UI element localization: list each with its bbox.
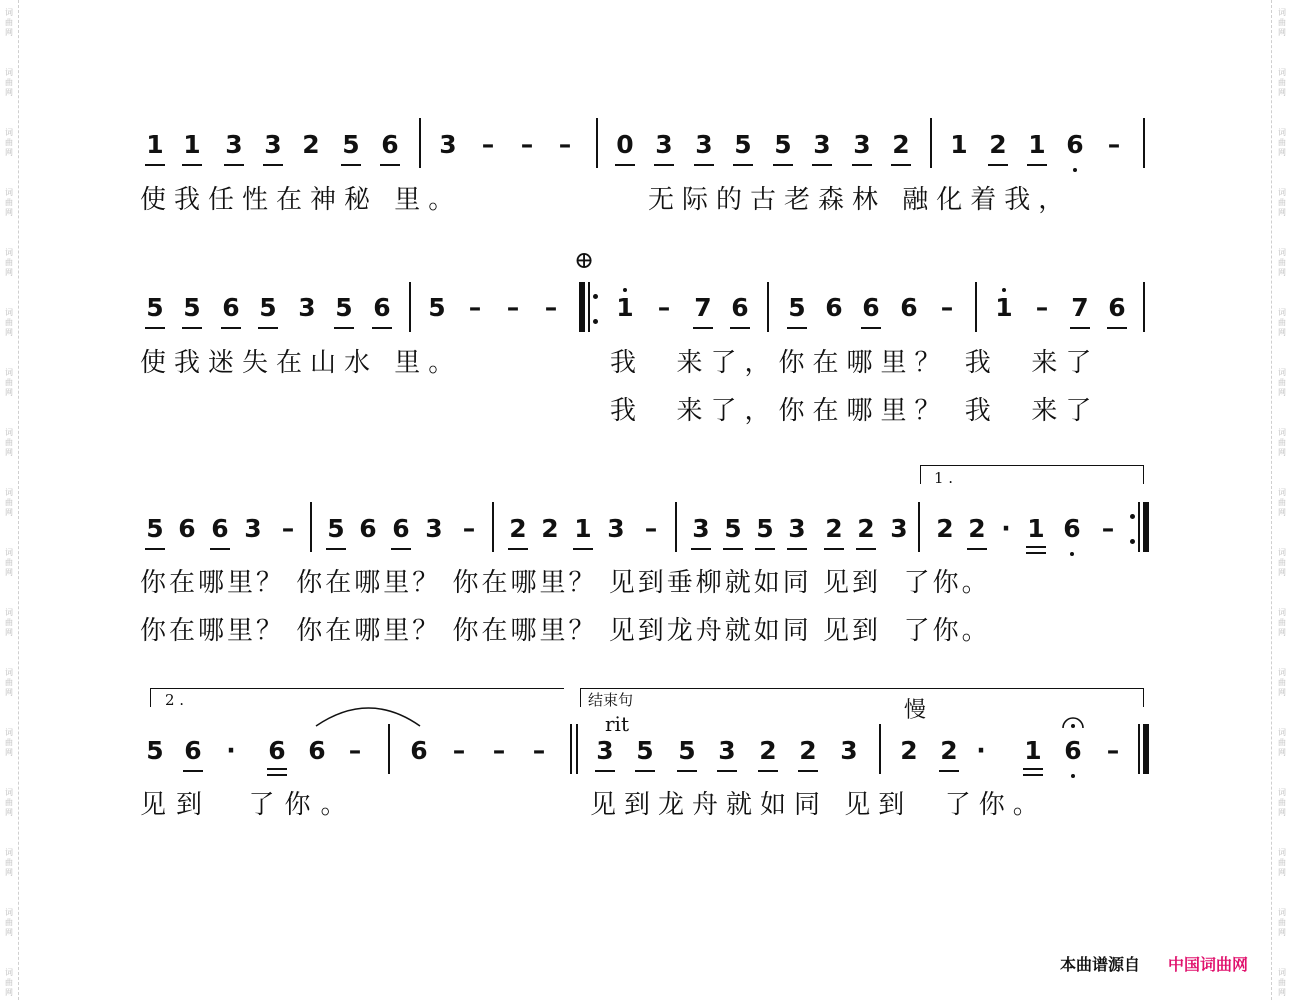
bar-line [388,724,390,774]
note: 5 [768,131,798,159]
double-bar-line [576,724,578,774]
note: 3 [649,131,679,159]
note: 6 [367,294,397,322]
dash: – [940,293,954,322]
note: 1 [568,515,598,543]
watermark-text: 词 曲 网 [5,428,13,457]
final-thick-bar [1143,724,1149,774]
dot: · [226,736,236,765]
slow-tempo-mark: 慢 [904,698,927,723]
note: 5 [329,294,359,322]
note: 5 [428,293,446,322]
note: 6 [205,515,235,543]
note: 5 [718,515,748,543]
watermark-text: 词 曲 网 [1278,8,1286,37]
note: 2 [962,515,992,543]
lyric-line: 见到 了你。 [140,790,357,820]
note: 1 [1018,737,1048,765]
note: 5 [177,294,207,322]
note: 5 [321,515,351,543]
bar-line [879,724,881,774]
final-thin-bar [1138,724,1140,774]
note: 5 [146,736,164,765]
dash: – [481,130,495,159]
note: 6 [1102,294,1132,322]
note: 6 [1057,515,1087,543]
watermark-text: 词 曲 网 [5,968,13,997]
first-ending-bracket [920,465,1144,484]
note: 6 [262,737,292,765]
bar-line [975,282,977,332]
watermark-text: 词 曲 网 [5,668,13,697]
note: 2 [900,736,918,765]
dash: – [532,736,546,765]
watermark-text: 词 曲 网 [1278,668,1286,697]
repeat-end-dots [1130,514,1136,544]
dash: – [462,514,476,543]
note: 3 [590,737,620,765]
watermark-text: 词 曲 网 [1278,128,1286,157]
note: 3 [686,515,716,543]
note: 6 [1060,131,1090,159]
bar-line [310,502,312,552]
note: 6 [1058,737,1088,765]
watermark-text: 词 曲 网 [5,488,13,517]
note: 5 [336,131,366,159]
note: 2 [541,514,559,543]
dash: – [644,514,658,543]
note: 1 [1021,515,1051,543]
note: 3 [840,736,858,765]
bar-line [675,502,677,552]
watermark-text: 词 曲 网 [1278,368,1286,397]
ending-section-bracket [580,688,1144,707]
lyric-line: 见到龙舟就如同 见到 了你。 [590,790,1047,820]
watermark-text: 词 曲 网 [5,908,13,937]
lyric-line: 使我任性在神秘 里。 [140,185,463,215]
double-bar-line [570,724,572,774]
note: 3 [258,131,288,159]
bar-line [1143,118,1145,168]
note: 5 [750,515,780,543]
dash: – [506,293,520,322]
dot: · [1001,514,1011,543]
note: 2 [819,515,849,543]
note: 1 [140,131,170,159]
note: 2 [503,515,533,543]
dash: – [1101,514,1115,543]
repeat-start-thin-bar [588,282,590,332]
watermark-text: 词 曲 网 [5,608,13,637]
watermark-text: 词 曲 网 [5,788,13,817]
note: 6 [386,515,416,543]
note: 1 [610,294,640,322]
note: 2 [302,130,320,159]
note: 6 [178,737,208,765]
lyric-line: 使我迷失在山水 里。 [140,348,463,378]
dash: – [544,293,558,322]
bar-line [1143,282,1145,332]
lyric-line: 你在哪里？ 你在哪里？ 你在哪里？ 见到龙舟就如同 见到 了你。 [140,616,991,646]
note: 2 [936,514,954,543]
note: 3 [244,514,262,543]
watermark-text: 词 曲 网 [5,728,13,757]
fermata-mark [1061,716,1085,730]
repeat-end-thin-bar [1138,502,1140,552]
note: 6 [308,736,326,765]
note: 3 [782,515,812,543]
note: 3 [807,131,837,159]
second-ending-label: 2 . [165,691,185,709]
watermark-text: 词 曲 网 [5,188,13,217]
note: 1 [177,131,207,159]
dash: – [281,514,295,543]
note: 3 [712,737,742,765]
note: 3 [890,514,908,543]
watermark-text: 词 曲 网 [1278,848,1286,877]
note: 6 [178,514,196,543]
note: 5 [782,294,812,322]
note: 6 [216,294,246,322]
watermark-text: 词 曲 网 [5,848,13,877]
repeat-end-thick-bar [1143,502,1149,552]
source-site-name: 中国词曲网 [1168,955,1249,974]
note: 6 [900,293,918,322]
watermark-text: 词 曲 网 [5,68,13,97]
note: 3 [847,131,877,159]
repeat-start-thick-bar [579,282,585,332]
dash: – [468,293,482,322]
watermark-text: 词 曲 网 [1278,788,1286,817]
watermark-text: 词 曲 网 [5,548,13,577]
note: 3 [439,130,457,159]
dash: – [1035,293,1049,322]
lyric-line: 我 来了，你在哪里？ 我 来了 [610,348,1100,378]
note: 1 [1022,131,1052,159]
dash: – [1106,736,1120,765]
watermark-text: 词 曲 网 [1278,488,1286,517]
dash: – [1107,130,1121,159]
source-prefix-text: 本曲谱源自 [1060,955,1141,974]
note: 3 [607,514,625,543]
note: 3 [298,293,316,322]
watermark-text: 词 曲 网 [1278,608,1286,637]
bar-line [596,118,598,168]
watermark-text: 词 曲 网 [5,248,13,277]
watermark-text: 词 曲 网 [1278,548,1286,577]
bar-line [767,282,769,332]
watermark-text: 词 曲 网 [1278,968,1286,997]
repeat-start-dots [593,294,599,324]
ritardando-mark: rit [605,712,629,736]
note: 1 [989,294,1019,322]
note: 2 [851,515,881,543]
watermark-text: 词 曲 网 [5,128,13,157]
watermark-text: 词 曲 网 [1278,68,1286,97]
bar-line [492,502,494,552]
note: 6 [410,736,428,765]
note: 6 [825,293,843,322]
bar-line [409,282,411,332]
lyric-line: 无际的古老森林 融化着我， [648,185,1073,215]
dash: – [492,736,506,765]
watermark-text: 词 曲 网 [1278,308,1286,337]
note: 2 [886,131,916,159]
note: 3 [689,131,719,159]
note: 5 [140,294,170,322]
watermark-text: 词 曲 网 [1278,248,1286,277]
watermark-text: 词 曲 网 [1278,908,1286,937]
dash: – [558,130,572,159]
watermark-text: 词 曲 网 [5,8,13,37]
note: 6 [359,514,377,543]
watermark-text: 词 曲 网 [1278,728,1286,757]
note: 6 [725,294,755,322]
note: 5 [140,515,170,543]
note: 2 [934,737,964,765]
slur-arc [314,700,424,730]
note: 7 [688,294,718,322]
bar-line [918,502,920,552]
dash: – [452,736,466,765]
watermark-text: 词 曲 网 [5,368,13,397]
dot: · [976,736,986,765]
bar-line [930,118,932,168]
note: 0 [610,131,640,159]
lyric-line: 我 来了，你在哪里？ 我 来了 [610,396,1100,426]
coda-sign: ⊕ [574,246,595,274]
note: 1 [950,130,968,159]
lyric-line: 你在哪里？ 你在哪里？ 你在哪里？ 见到垂柳就如同 见到 了你。 [140,568,991,598]
bar-line [419,118,421,168]
ending-section-label: 结束句 [588,691,634,709]
watermark-text: 词 曲 网 [1278,428,1286,457]
note: 2 [753,737,783,765]
watermark-text: 词 曲 网 [1278,188,1286,217]
first-ending-label: 1 . [934,469,954,487]
note: 5 [672,737,702,765]
note: 3 [219,131,249,159]
note: 2 [793,737,823,765]
note: 3 [425,514,443,543]
note: 5 [253,294,283,322]
note: 7 [1065,294,1095,322]
dash: – [520,130,534,159]
note: 5 [728,131,758,159]
note: 2 [983,131,1013,159]
dash: – [657,293,671,322]
note: 6 [375,131,405,159]
dash: – [348,736,362,765]
note: 6 [856,294,886,322]
note: 5 [630,737,660,765]
watermark-text: 词 曲 网 [5,308,13,337]
